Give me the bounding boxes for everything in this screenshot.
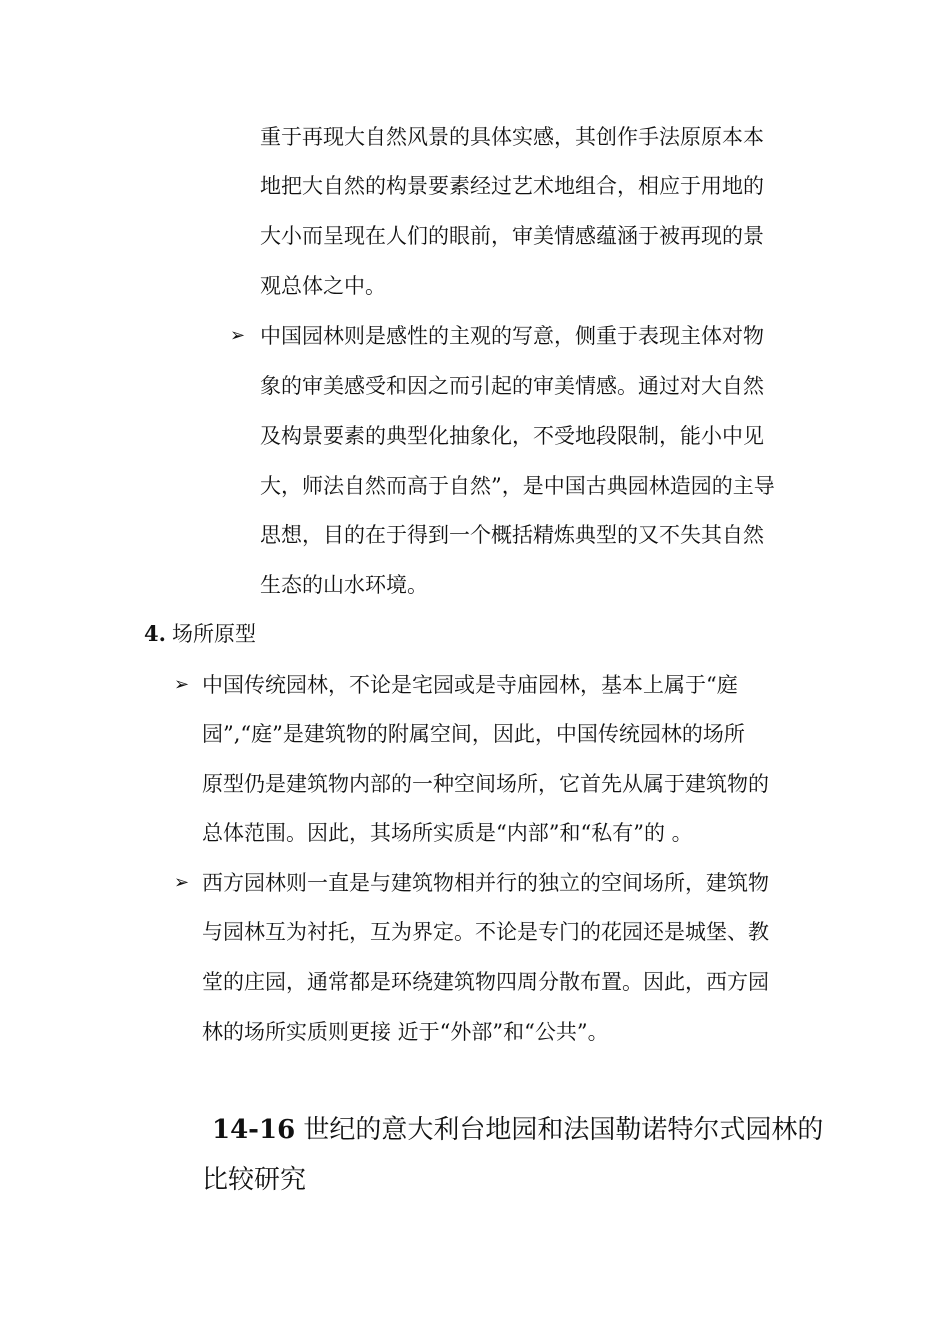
section-number: 4. <box>144 621 166 646</box>
bullet-line: 思想，目的在于得到一个概括精炼典型的又不失其自然 <box>260 523 764 547</box>
arrow-bullet-icon: ➢ <box>174 872 190 893</box>
bullet-line: 生态的山水环境。 <box>260 573 428 597</box>
section-title: 场所原型 <box>172 622 256 646</box>
bullet-line: 园”,“庭”是建筑物的附属空间，因此，中国传统园林的场所 <box>202 722 745 746</box>
bullet-line: 西方园林则一直是与建筑物相并行的独立的空间场所，建筑物 <box>202 871 769 895</box>
arrow-bullet-icon: ➢ <box>230 325 246 346</box>
heading-line <box>212 1112 823 1148</box>
bullet-line: 原型仍是建筑物内部的一种空间场所，它首先从属于建筑物的 <box>202 772 769 796</box>
heading-number: 14-16 <box>212 1115 296 1145</box>
bullet-line: 总体范围。因此，其场所实质是“内部”和“私有”的 。 <box>202 821 693 845</box>
paragraph-line: 地把大自然的构景要素经过艺术地组合，相应于用地的 <box>260 174 764 198</box>
bullet-line: 象的审美感受和因之而引起的审美情感。通过对大自然 <box>260 374 764 398</box>
bullet-line: 大，师法自然而高于自然”，是中国古典园林造园的主导 <box>260 474 775 498</box>
bullet-line: 中国园林则是感性的主观的写意，侧重于表现主体对物 <box>260 324 764 348</box>
heading-text: 世纪的意大利台地园和法国勒诺特尔式园林的 <box>295 1115 824 1145</box>
bullet-line: 林的场所实质则更接 近于“外部”和“公共”。 <box>202 1020 609 1044</box>
heading-line: 比较研究 <box>202 1165 307 1195</box>
bullet-line: 堂的庄园，通常都是环绕建筑物四周分散布置。因此，西方园 <box>202 970 769 994</box>
arrow-bullet-icon: ➢ <box>174 674 190 695</box>
bullet-line: 及构景要素的典型化抽象化，不受地段限制，能小中见 <box>260 424 764 448</box>
paragraph-line: 大小而呈现在人们的眼前，审美情感蕴涵于被再现的景 <box>260 224 764 248</box>
paragraph-line: 重于再现大自然风景的具体实感，其创作手法原原本本 <box>260 125 764 149</box>
bullet-line: 与园林互为衬托，互为界定。不论是专门的花园还是城堡、教 <box>202 920 769 944</box>
paragraph-line: 观总体之中。 <box>260 274 386 298</box>
bullet-line: 中国传统园林，不论是宅园或是寺庙园林，基本上属于“庭 <box>202 673 738 697</box>
